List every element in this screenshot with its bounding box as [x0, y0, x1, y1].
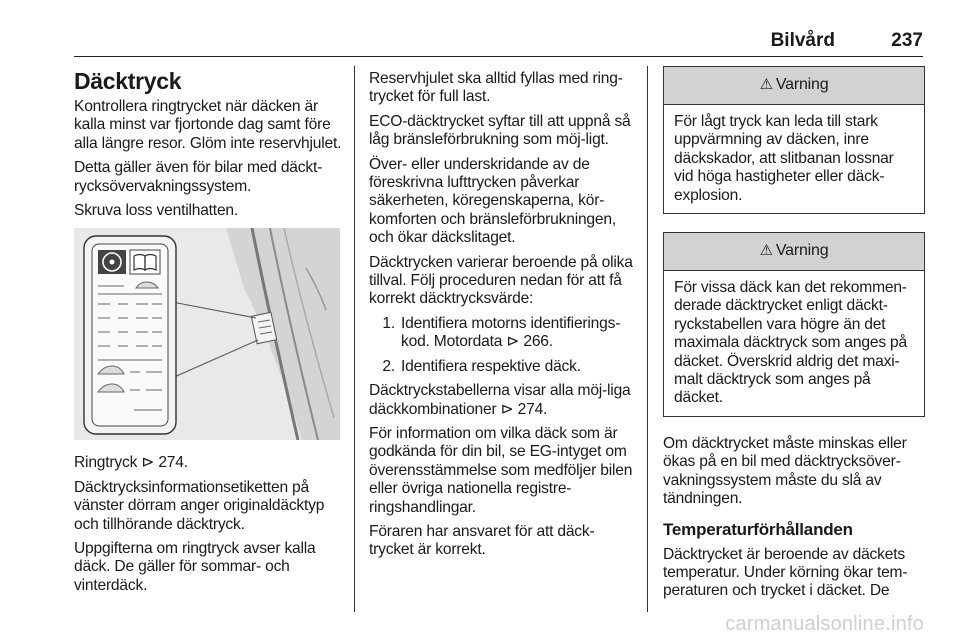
- list-item: [369, 315, 634, 352]
- subheading: Temperaturförhållanden: [663, 519, 853, 539]
- step-number: 2.: [382, 357, 395, 375]
- page-header: [74, 28, 923, 57]
- warning-body: För lågt tryck kan leda till stark uppvärmning av däcken, inre däckskador, att slitbanan lossnar vid höga hastigheter eller däck-explosion.: [674, 113, 894, 204]
- section-title: Bilvård: [770, 30, 835, 51]
- paragraph: Skruva loss ventilhatten.: [74, 202, 239, 220]
- column-divider-2: [647, 66, 648, 612]
- paragraph: Uppgifterna om ringtryck avser kalla däck. De gäller för sommar- och vinterdäck.: [74, 540, 316, 594]
- paragraph: Ringtryck ⊳ 274.: [74, 454, 188, 472]
- paragraph: ECO-däcktrycket syftar till att uppnå så låg bränsleförbrukning som möj-ligt.: [369, 112, 631, 149]
- column-2: [369, 70, 634, 566]
- step-number: 1.: [382, 314, 395, 332]
- page-number: 237: [891, 30, 923, 51]
- door-frame-drawing: [74, 228, 340, 440]
- paragraph: Däcktrycksinformationsetiketten på vänster dörram anger originaldäcktyp och tillhörande däcktryck.: [74, 478, 325, 533]
- paragraph: Detta gäller även för bilar med däckt-rycksövervakningssystem.: [74, 159, 323, 195]
- paragraph: Över- eller underskridande av de föreskrivna lufttrycken påverkar säkerheten, köregenskaperna, kör-komforten och bränsleförbrukningen, och ökar däckslitaget.: [369, 155, 616, 247]
- paragraph: För information om vilka däck som är godkända för din bil, se EG-intyget om överensstämmelse som medföljer bilen eller övriga nationella registre-ringshandlingar.: [369, 424, 633, 516]
- warning-title: Varning: [775, 242, 829, 260]
- column-3: [663, 66, 925, 607]
- steering-wheel-icon: [98, 250, 126, 274]
- warning-triangle-icon: ⚠: [759, 76, 773, 94]
- warning-title: Varning: [775, 76, 829, 94]
- paragraph: Reservhjulet ska alltid fyllas med ring-trycket för full last.: [369, 70, 623, 106]
- paragraph: Om däcktrycket måste minskas eller ökas på en bil med däcktrycksöver-vakningssystem måste du slå av tändningen.: [663, 434, 907, 508]
- tire-pressure-label-illustration: [74, 228, 340, 440]
- warning-triangle-icon: ⚠: [759, 242, 773, 260]
- warning-body: För vissa däck kan det rekommen-derade däcktrycket enligt däckt-ryckstabellen vara högre än det maximala däcktryck som anges på däcket. Överskrid aldrig det maxi-malt däcktryck som anges på däcket.: [674, 279, 907, 407]
- section-heading: Däcktryck: [74, 68, 182, 94]
- column-1: [74, 66, 344, 601]
- step-text: Identifiera respektive däck.: [401, 357, 581, 375]
- list-item: [369, 358, 634, 376]
- column-divider-1: [354, 66, 355, 612]
- paragraph: Däcktrycket är beroende av däckets temperatur. Under körning ökar tem-peraturen och trycket i däcket. De: [663, 545, 908, 600]
- paragraph: Däcktryckstabellerna visar alla möj-liga däckkombinationer ⊳ 274.: [369, 382, 631, 418]
- paragraph: Kontrollera ringtrycket när däcken är kalla minst var fjortonde dag samt före alla längre resor. Glöm inte reservhjulet.: [74, 98, 342, 152]
- numbered-steps: [369, 315, 634, 376]
- paragraph: Däcktrycken varierar beroende på olika tillval. Följ proceduren nedan för att få korrekt däcktrycksvärde:: [369, 253, 633, 308]
- watermark: carmanualsonline.info: [725, 613, 924, 635]
- warning-box: [663, 232, 925, 417]
- warning-box: [663, 66, 925, 214]
- manual-book-icon: [130, 250, 160, 274]
- step-text: Identifiera motorns identifierings-kod. Motordata ⊳ 266.: [401, 314, 621, 351]
- warning-header: [664, 233, 924, 271]
- paragraph: Föraren har ansvaret för att däck-trycket är korrekt.: [369, 522, 595, 559]
- warning-header: [664, 67, 924, 105]
